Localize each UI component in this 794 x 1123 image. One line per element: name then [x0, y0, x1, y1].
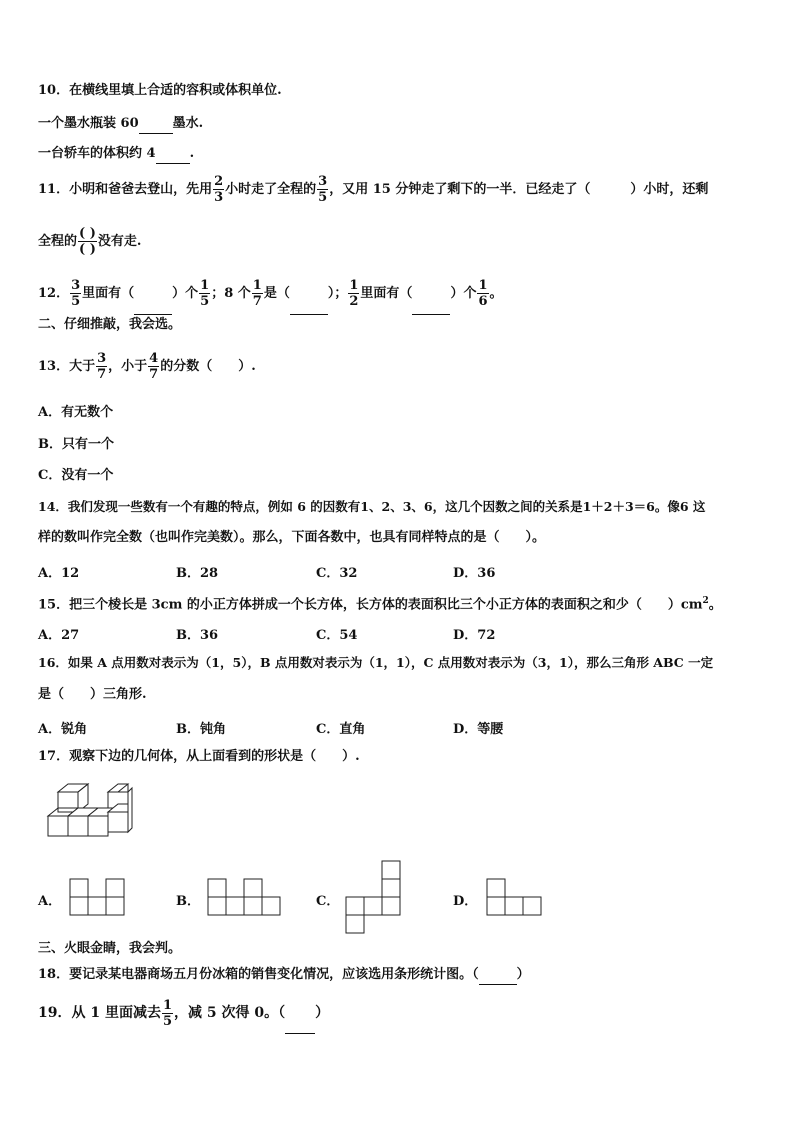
- q17-option-c-shape[interactable]: [346, 861, 402, 933]
- q12-text-5: ）；: [327, 286, 348, 301]
- section-3-heading: 三、火眼金睛，我会判。: [38, 941, 182, 956]
- q10-line1: [38, 115, 203, 134]
- q10-line1-post: 墨水.: [172, 116, 204, 131]
- q14-option-a[interactable]: A．12: [38, 566, 80, 581]
- q13-stem: [38, 347, 256, 387]
- q15-superscript: 2: [702, 596, 709, 606]
- q13-fraction-2: $\frac{4}{7}$: [149, 351, 159, 382]
- q12-text-4: 是（: [263, 286, 290, 301]
- q12-line: [38, 274, 503, 315]
- q12-text-6: 里面有（: [360, 286, 413, 301]
- q15-text: 15．把三个棱长是 3cm 的小正方体拼成一个长方体，长方体的表面积比三个小正方体的表面积之和少（ ）cm: [38, 597, 703, 613]
- q12-text-8: 。: [489, 286, 503, 301]
- q11-text-3: ，又用 15 分钟走了剩下的一半．已经走了（: [329, 182, 591, 197]
- q12-fraction-2: $\frac{1}{5}$: [200, 278, 210, 309]
- q11-line1: [38, 170, 708, 210]
- q13-text-2: ，小于: [108, 359, 148, 374]
- q12-fraction-5: $\frac{1}{6}$: [478, 278, 488, 309]
- q10-line2-post: .: [189, 146, 195, 161]
- q15-line1: [38, 592, 722, 614]
- q17-solid-figure: [44, 784, 144, 854]
- q16-option-a[interactable]: A．锐角: [38, 722, 88, 737]
- q12-text-3: ；8 个: [211, 286, 251, 301]
- q11-text-6: 没有走.: [97, 234, 142, 249]
- q12-text-1: 里面有（: [82, 286, 135, 301]
- q19-text-2: ，减 5 次得 0。（: [174, 1005, 286, 1021]
- q18-text: 18．要记录某电器商场五月份冰箱的销售变化情况，应该选用条形统计图。（: [38, 967, 479, 982]
- q12-fraction-4: $\frac{1}{2}$: [349, 278, 359, 309]
- q13-text-1: 13．大于: [38, 359, 96, 374]
- q12-text-2: ）个: [172, 286, 199, 301]
- q13-option-c[interactable]: C．没有一个: [38, 468, 114, 483]
- q18-answer-blank[interactable]: [479, 966, 517, 985]
- q14-line1: 14．我们发现一些数有一个有趣的特点，例如 6 的因数有1、2、3、6，这几个因数之间的关系是1＋2＋3＝6。像6 这: [38, 499, 706, 514]
- q14-option-d[interactable]: D．36: [453, 566, 496, 581]
- q15-option-d[interactable]: D．72: [453, 628, 496, 643]
- q13-text-4: ）.: [238, 359, 256, 374]
- q11-line2: [38, 222, 141, 262]
- q16-line1: 16．如果 A 点用数对表示为（1，5），B 点用数对表示为（1，1），C 点用数对表示为（3，1），那么三角形 ABC 一定: [38, 655, 714, 670]
- q13-option-b[interactable]: B．只有一个: [38, 437, 114, 452]
- q11-fraction-2: $\frac{3}{5}$: [318, 174, 328, 205]
- q11-fraction-1: $\frac{2}{3}$: [214, 174, 224, 205]
- q16-option-c[interactable]: C．直角: [316, 722, 366, 737]
- q11-fraction-blank[interactable]: $\frac{( )}{( )}$: [79, 226, 96, 257]
- q18-line: [38, 966, 530, 985]
- q19-text-1: 19．从 1 里面减去: [38, 1005, 161, 1021]
- q14-line2: 样的数叫作完全数（也叫作完美数）。那么，下面各数中，也具有同样特点的是（ ）。: [38, 530, 546, 545]
- q19-tail: ）: [315, 1005, 330, 1021]
- q17-option-d-label[interactable]: D．: [453, 894, 478, 909]
- q16-option-b[interactable]: B．钝角: [176, 722, 226, 737]
- q11-text-5: 全程的: [38, 234, 78, 249]
- q12-blank-1[interactable]: [134, 274, 172, 315]
- q11-text-4: ）小时，还剩: [630, 182, 709, 197]
- section-2-heading: 二、仔细推敲，我会选。: [38, 317, 182, 332]
- q16-line2: 是（ ）三角形.: [38, 687, 147, 702]
- q15-option-c[interactable]: C．54: [316, 628, 358, 643]
- q12-text-7: ）个: [450, 286, 477, 301]
- q17-stem: 17．观察下边的几何体，从上面看到的形状是（ ）.: [38, 749, 360, 764]
- q19-answer-blank[interactable]: [285, 993, 315, 1034]
- q14-option-b[interactable]: B．28: [176, 566, 219, 581]
- q12-blank-3[interactable]: [412, 274, 450, 315]
- q10-stem: 10．在横线里填上合适的容积或体积单位.: [38, 83, 282, 98]
- q11-text-2: 小时走了全程的: [225, 182, 317, 197]
- q17-option-d-shape[interactable]: [487, 879, 543, 915]
- q11-text-1: 11．小明和爸爸去登山，先用: [38, 182, 213, 197]
- q12-fraction-3: $\frac{1}{7}$: [252, 278, 262, 309]
- q19-line: [38, 993, 329, 1034]
- q17-option-a-label[interactable]: A．: [38, 894, 62, 909]
- q17-option-b-label[interactable]: B．: [176, 894, 200, 909]
- q10-line1-pre: 一个墨水瓶装 60: [38, 116, 139, 131]
- q17-option-b-shape[interactable]: [208, 879, 282, 915]
- q12-blank-2[interactable]: [290, 274, 328, 315]
- q13-fraction-1: $\frac{3}{7}$: [97, 351, 107, 382]
- q12-number: 12．: [38, 286, 70, 301]
- q17-option-a-shape[interactable]: [70, 879, 126, 915]
- q13-option-a[interactable]: A．有无数个: [38, 405, 114, 420]
- q15-tail: 。: [708, 597, 722, 613]
- q10-line2: [38, 145, 194, 164]
- q15-option-a[interactable]: A．27: [38, 628, 80, 643]
- q15-option-b[interactable]: B．36: [176, 628, 219, 643]
- q10-blank-2[interactable]: [156, 145, 190, 164]
- q16-option-d[interactable]: D．等腰: [453, 722, 504, 737]
- q19-fraction: $\frac{1}{5}$: [162, 997, 173, 1029]
- q10-blank-1[interactable]: [139, 115, 173, 134]
- q13-text-3: 的分数（: [160, 359, 213, 374]
- q10-line2-pre: 一台轿车的体积约 4: [38, 146, 156, 161]
- q14-option-c[interactable]: C．32: [316, 566, 358, 581]
- q17-option-c-label[interactable]: C．: [316, 894, 340, 909]
- q18-tail: ）: [516, 967, 530, 982]
- q12-fraction-1: $\frac{3}{5}$: [71, 278, 81, 309]
